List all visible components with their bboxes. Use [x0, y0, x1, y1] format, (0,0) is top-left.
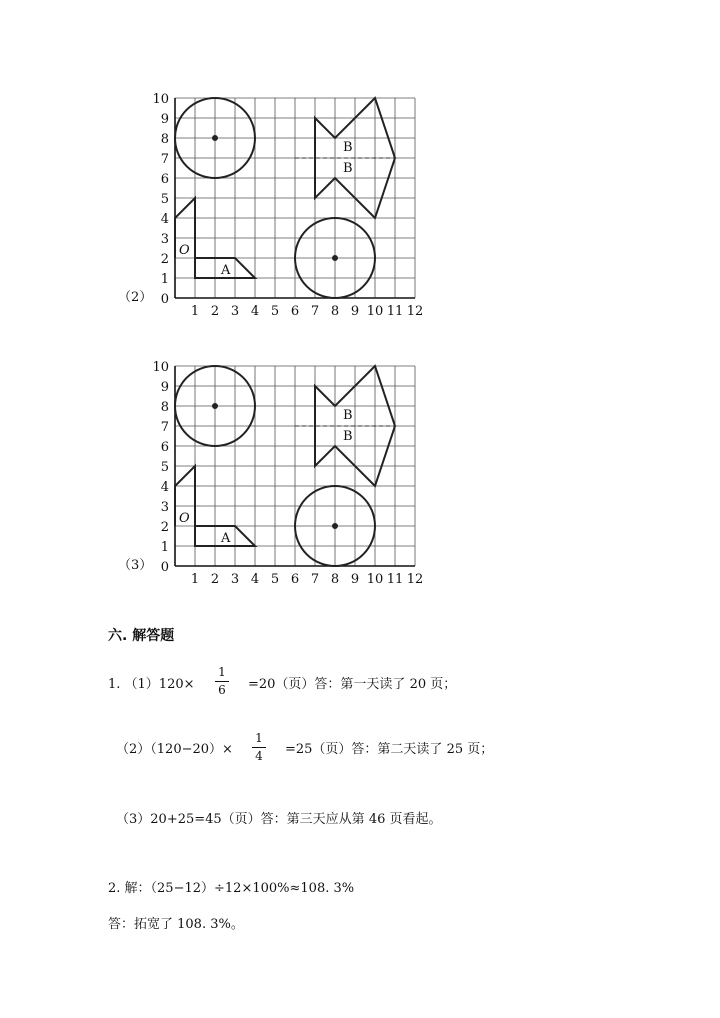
q1-part1-fraction	[215, 666, 229, 697]
y-tick-label: 9	[160, 112, 169, 127]
fraction-denominator: 4	[255, 749, 263, 763]
circle-top-center	[213, 404, 217, 408]
fraction-numerator: 1	[255, 731, 263, 745]
circle-top-center	[213, 136, 217, 140]
coordinate-grid-2	[140, 90, 440, 320]
q1-part2-fraction	[252, 732, 266, 763]
circle-bottom-center	[333, 256, 337, 260]
x-tick-label: 12	[406, 572, 424, 587]
shape-b-top-label: B	[343, 140, 353, 155]
q1-part2-suffix: =25（页）答：第二天读了 25 页；	[285, 742, 494, 757]
figure-label-3: （3）	[118, 558, 153, 573]
y-tick-label: 9	[160, 380, 169, 395]
coordinate-grid-3	[140, 358, 440, 588]
shape-b-top-label: B	[343, 408, 353, 423]
y-tick-label: 8	[160, 132, 169, 147]
x-tick-label: 3	[230, 304, 240, 319]
x-tick-label: 8	[330, 572, 340, 587]
q2-line1: 2. 解：（25−12）÷12×100%≈108. 3%	[108, 881, 355, 896]
x-tick-label: 7	[310, 572, 320, 587]
x-tick-label: 9	[350, 304, 360, 319]
x-tick-label: 5	[270, 304, 280, 319]
y-tick-label: 4	[160, 212, 169, 227]
section-heading: 六. 解答题	[108, 628, 175, 644]
fraction-denominator: 6	[218, 683, 226, 697]
x-tick-label: 6	[290, 304, 300, 319]
y-tick-label: 0	[160, 560, 169, 575]
q1-part3: （3）20+25=45（页）答：第三天应从第 46 页看起。	[116, 812, 442, 827]
figure-label-2: （2）	[118, 290, 153, 305]
q2-line2: 答：拓宽了 108. 3%。	[108, 917, 244, 932]
x-tick-label: 10	[366, 304, 384, 319]
y-tick-label: 8	[160, 400, 169, 415]
y-tick-label: 7	[160, 152, 169, 167]
y-tick-label: 10	[152, 92, 169, 107]
q1-part2-prefix: （2）（120−20）×	[116, 742, 233, 757]
grid-figure-2	[140, 90, 440, 320]
y-tick-label: 1	[160, 540, 169, 555]
fraction-numerator: 1	[218, 665, 226, 679]
circle-bottom-center	[333, 524, 337, 528]
grid-figure-3	[140, 358, 440, 588]
x-tick-label: 1	[190, 304, 200, 319]
shape-b-bottom-label: B	[343, 161, 353, 176]
x-tick-label: 7	[310, 304, 320, 319]
q1-part1-suffix: =20（页）答：第一天读了 20 页；	[248, 677, 457, 692]
y-tick-label: 3	[160, 232, 169, 247]
x-tick-label: 2	[210, 572, 220, 587]
origin-label: O	[179, 243, 190, 258]
x-tick-label: 3	[230, 572, 240, 587]
x-tick-label: 8	[330, 304, 340, 319]
shape-a-label: A	[221, 531, 231, 546]
shape-a-label: A	[221, 263, 231, 278]
x-tick-label: 1	[190, 572, 200, 587]
q1-part1-prefix: 1. （1）120×	[108, 677, 195, 692]
x-tick-label: 5	[270, 572, 280, 587]
x-tick-label: 4	[250, 572, 260, 587]
y-tick-label: 10	[152, 360, 169, 375]
x-tick-label: 6	[290, 572, 300, 587]
x-tick-label: 10	[366, 572, 384, 587]
y-tick-label: 2	[160, 520, 169, 535]
x-tick-label: 11	[386, 304, 404, 319]
y-tick-label: 6	[160, 172, 169, 187]
y-tick-label: 0	[160, 292, 169, 307]
y-tick-label: 5	[160, 460, 169, 475]
x-tick-label: 2	[210, 304, 220, 319]
x-tick-label: 12	[406, 304, 424, 319]
shape-b-bottom-label: B	[343, 429, 353, 444]
x-tick-label: 9	[350, 572, 360, 587]
y-tick-label: 4	[160, 480, 169, 495]
y-tick-label: 3	[160, 500, 169, 515]
origin-label: O	[179, 511, 190, 526]
y-tick-label: 6	[160, 440, 169, 455]
x-tick-label: 11	[386, 572, 404, 587]
y-tick-label: 1	[160, 272, 169, 287]
y-tick-label: 7	[160, 420, 169, 435]
x-tick-label: 4	[250, 304, 260, 319]
y-tick-label: 2	[160, 252, 169, 267]
y-tick-label: 5	[160, 192, 169, 207]
